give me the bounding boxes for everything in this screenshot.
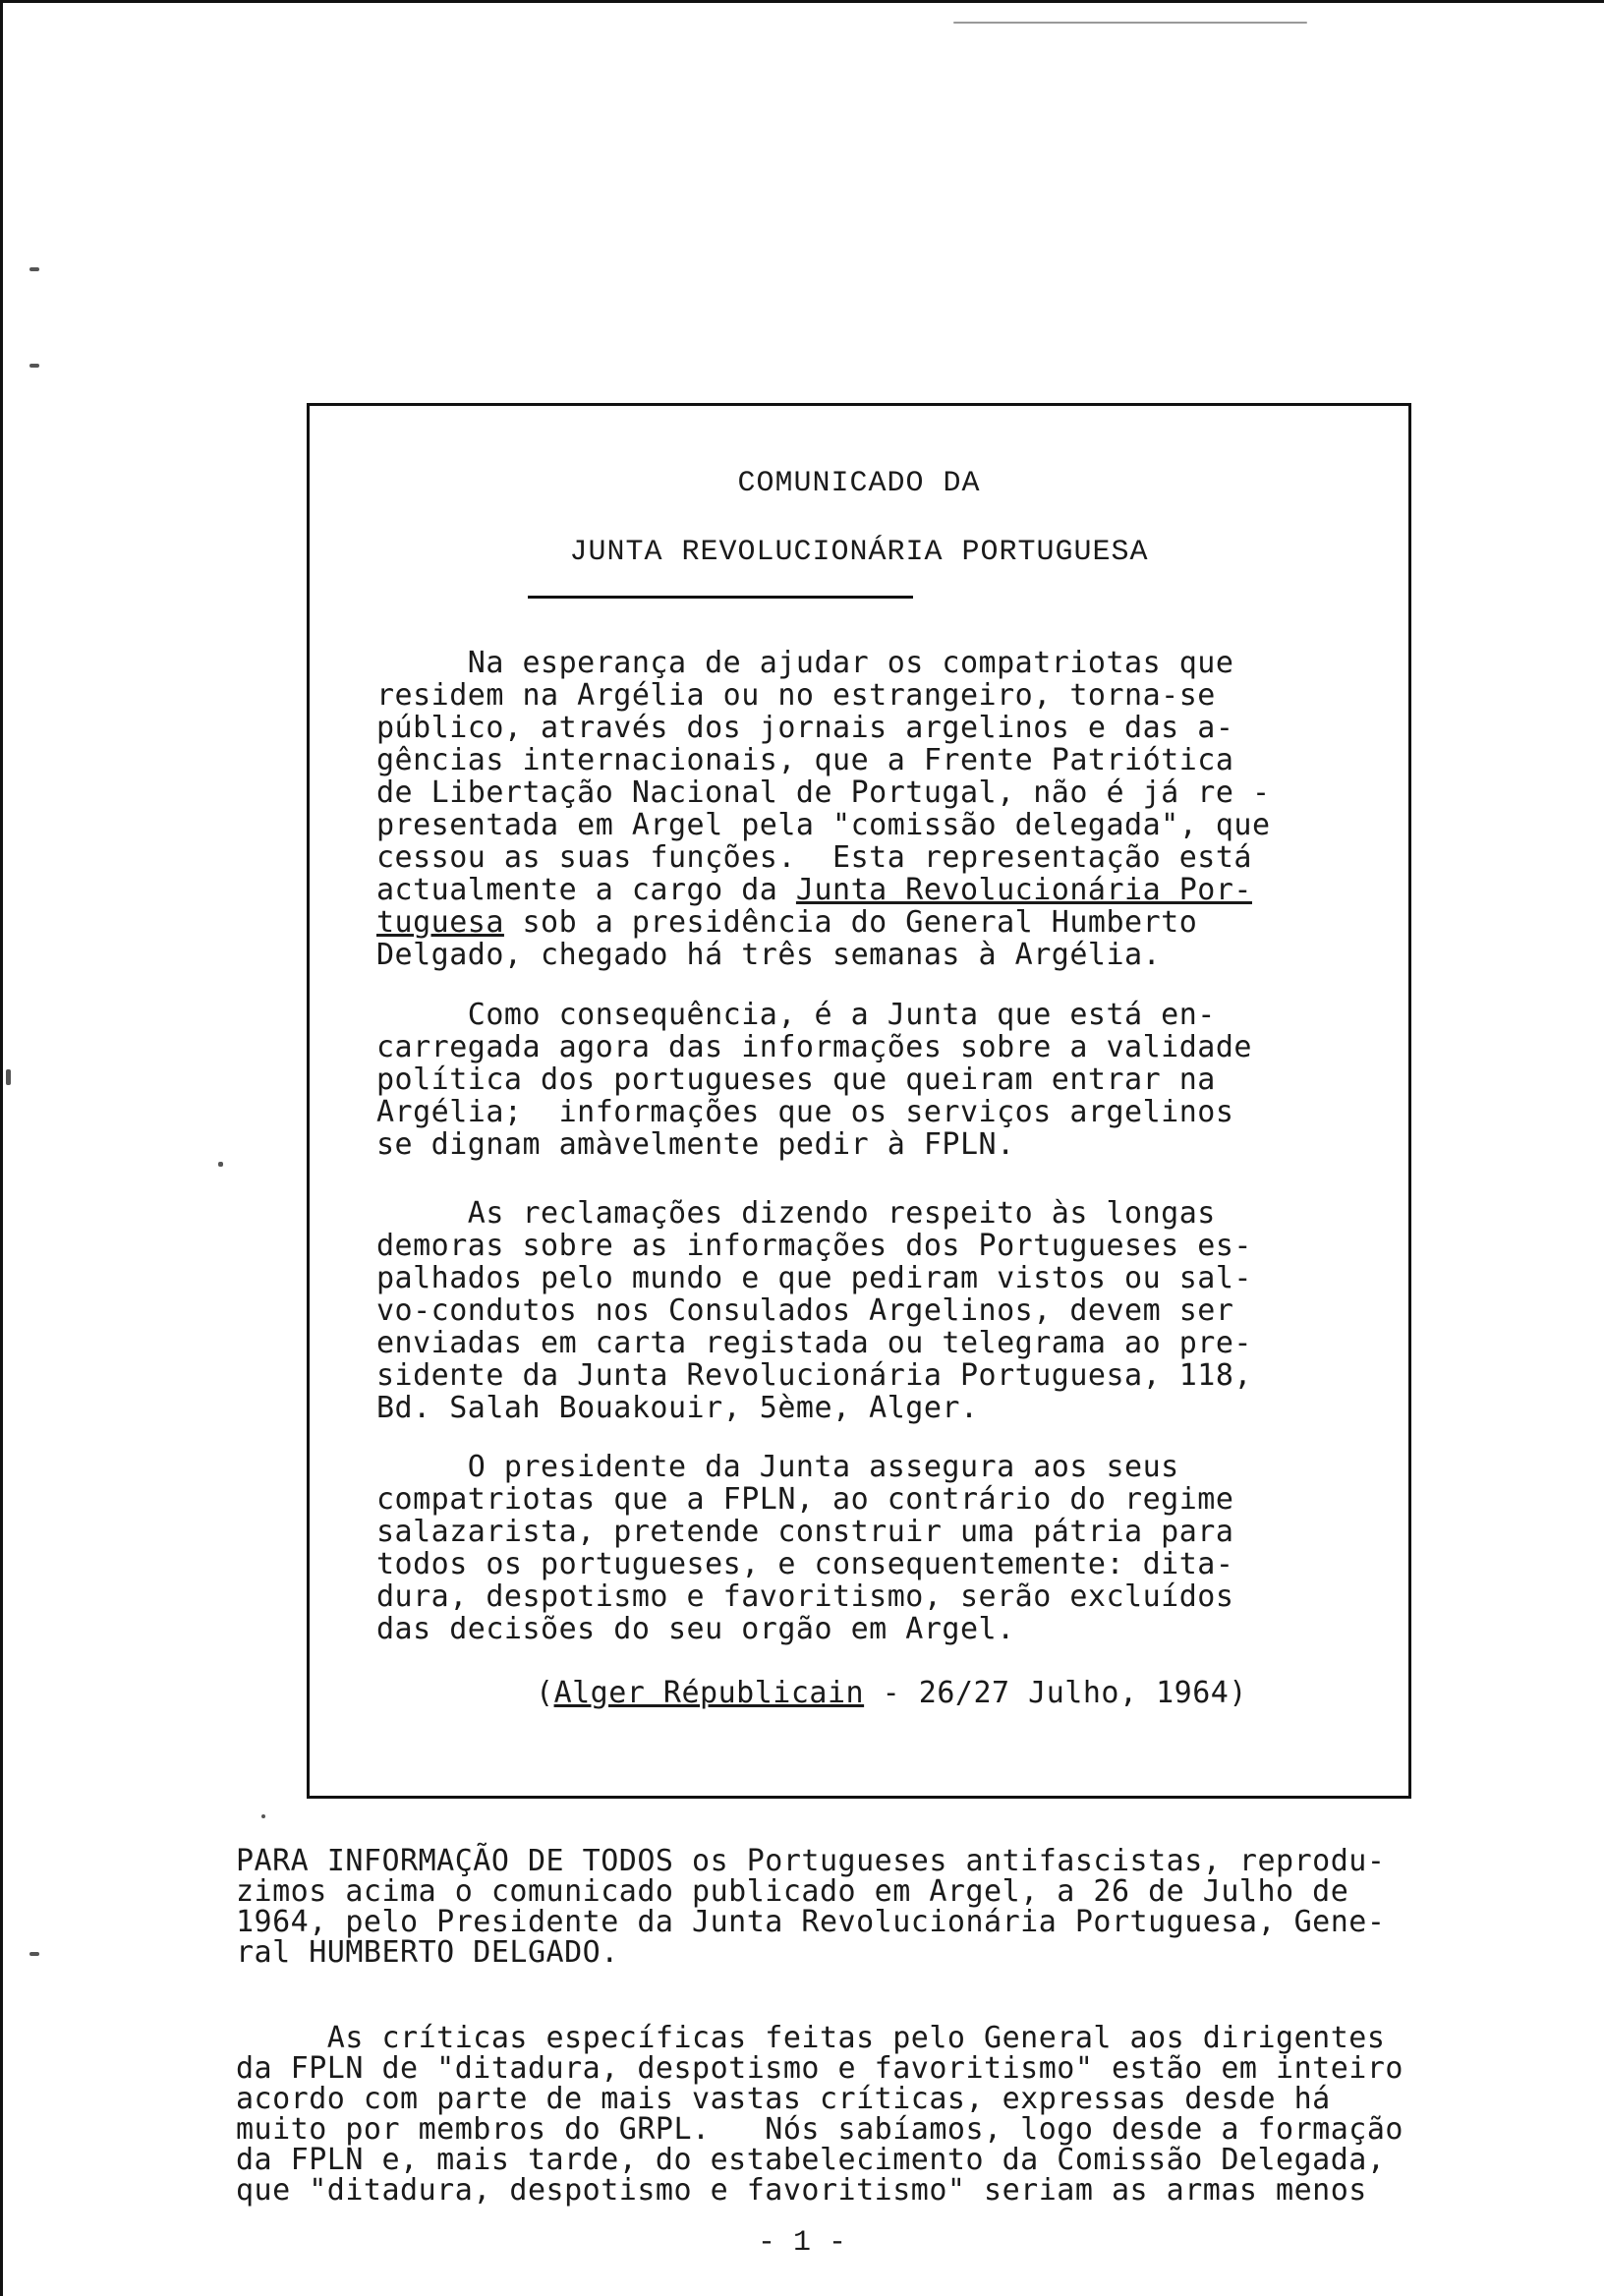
junta-name-underlined-cont: tuguesa (376, 905, 504, 940)
communique-paragraph-4: O presidente da Junta assegura aos seus compatriotas que a FPLN, ao contrário do regime salazarista, pretende construir uma pátria para todos os portugueses, e consequentemente: dita- dura, despotismo e favoritismo, serão excluídos das decisões do seu orgão em Argel. (376, 1450, 1234, 1646)
communique-box (307, 403, 1411, 1799)
scan-speck (29, 1952, 39, 1956)
communique-paragraph-1: Na esperança de ajudar os compatriotas que residem na Argélia ou no estrangeiro, torna-se público, através dos jornais argelinos e das a- gências internacionais, que a Frente Patriótica de Libertação Nacional de Portugal, não é já re - presentada em Argel pela "comissão delegada", que cessou as suas funções. Esta representação está actualmente a cargo da Junta Revolucionária Por- tuguesa sob a presidência do General Humberto Delgado, chegado há três semanas à Argélia. (376, 646, 1271, 972)
communique-subtitle: JUNTA REVOLUCIONÁRIA PORTUGUESA (569, 536, 1149, 569)
intro-paragraph: PARA INFORMAÇÃO DE TODOS os Portugueses antifascistas, reprodu- zimos acima o comunicado publicado em Argel, a 26 de Julho de 1964, pelo Presidente da Junta Revolucionária Portuguesa, Gene- ral HUMBERTO DELGADO. (236, 1844, 1386, 1970)
junta-name-underlined: Junta Revolucionária Por- (795, 873, 1252, 907)
scan-speck (953, 22, 1307, 24)
scan-speck (29, 267, 39, 271)
page-number: - 1 - (757, 2226, 846, 2260)
scan-speck (218, 1162, 223, 1167)
newspaper-name: Alger Républicain (553, 1676, 865, 1710)
scan-speck (6, 1069, 11, 1085)
source-citation: (Alger Républicain - 26/27 Julho, 1964) (536, 1676, 1247, 1710)
criticism-paragraph: As críticas específicas feitas pelo General aos dirigentes da FPLN de "ditadura, despotismo e favoritismo" estão em inteiro acordo com parte de mais vastas críticas, expressas desde há muito por membros do GRPL. Nós sabíamos, logo desde a formação da FPLN e, mais tarde, do estabelecimento da Comissão Delegada, que "ditadura, despotismo e favoritismo" seriam as armas menos (236, 2021, 1404, 2208)
communique-paragraph-2: Como consequência, é a Junta que está en- carregada agora das informações sobre a validade política dos portugueses que queiram entrar na Argélia; informações que os serviços argelinos se dignam amàvelmente pedir à FPLN. (376, 998, 1252, 1162)
scan-speck (261, 1814, 265, 1818)
scan-speck (29, 364, 39, 368)
communique-title: COMUNICADO DA (737, 467, 981, 500)
communique-paragraph-3: As reclamações dizendo respeito às longas demoras sobre as informações dos Portugueses es- palhados pelo mundo e que pediram vistos ou sal- vo-condutos nos Consulados Argelinos, devem ser enviadas em carta registada ou telegrama ao pre- sidente da Junta Revolucionária Portuguesa, 118, Bd. Salah Bouakouir, 5ème, Alger. (376, 1196, 1252, 1425)
title-underline (528, 596, 913, 599)
